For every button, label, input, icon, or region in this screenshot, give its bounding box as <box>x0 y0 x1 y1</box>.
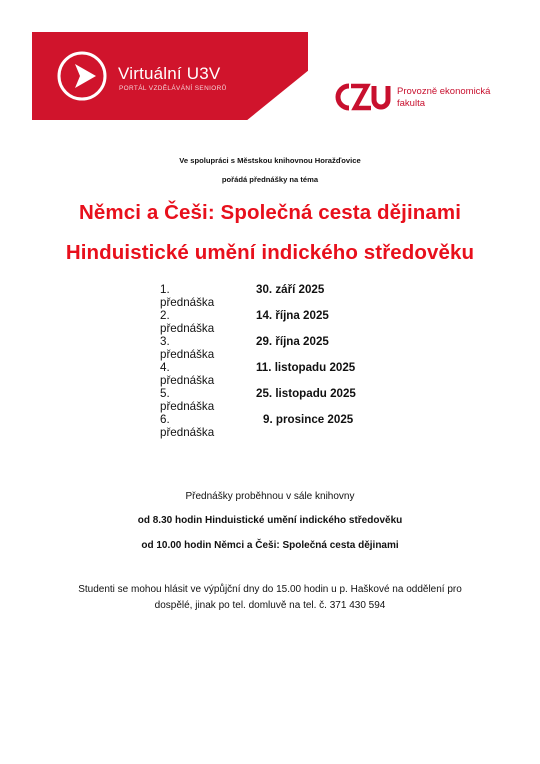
lecture-date: 25. listopadu 2025 <box>256 387 356 400</box>
lecture-date: 29. října 2025 <box>256 335 329 348</box>
lecture-title-2: Hinduistické umění indického středověku <box>65 241 475 264</box>
registration-note <box>40 582 500 613</box>
czu-logo-icon <box>333 82 393 112</box>
logo-title: Virtuální U3V <box>118 64 221 83</box>
venue-line2: od 8.30 hodin Hinduistické umění indického středověku <box>137 515 403 526</box>
intro-line1: Ve spolupráci s Městskou knihovnou Horažďovice <box>179 156 361 165</box>
venue-line3: od 10.00 hodin Němci a Češi: Společná cesta dějinami <box>141 540 399 551</box>
lecture-label: 1. přednáška <box>160 283 215 309</box>
lecture-label: 3. přednáška <box>160 335 215 361</box>
lecture-date: 14. října 2025 <box>256 309 329 322</box>
faculty-line2: fakulta <box>397 98 425 109</box>
lecture-label: 5. přednáška <box>160 387 215 413</box>
lecture-label: 6. přednáška <box>160 413 215 439</box>
lecture-date: 30. září 2025 <box>256 283 325 296</box>
note-line1: Studenti se mohou hlásit ve výpůjční dny do 15.00 hodin u p. Haškové na oddělení pro <box>78 584 462 595</box>
faculty-line1: Provozně ekonomická <box>397 86 491 97</box>
intro-line2: pořádá přednášky na téma <box>221 175 319 184</box>
lecture-label: 2. přednáška <box>160 309 215 335</box>
play-logo-icon <box>56 50 108 102</box>
note-line2: dospělé, jinak po tel. domluvě na tel. č. 371 430 594 <box>154 599 386 611</box>
logo-subtitle: PORTÁL VZDĚLÁVÁNÍ SENIORŮ <box>119 85 227 92</box>
lecture-date: 9. prosince 2025 <box>263 413 354 426</box>
lecture-title-1: Němci a Češi: Společná cesta dějinami <box>79 201 461 224</box>
lecture-label: 4. přednáška <box>160 361 215 387</box>
faculty-name <box>397 86 490 110</box>
lecture-date: 11. listopadu 2025 <box>256 361 356 374</box>
venue-line1: Přednášky proběhnou v sále knihovny <box>185 491 355 502</box>
